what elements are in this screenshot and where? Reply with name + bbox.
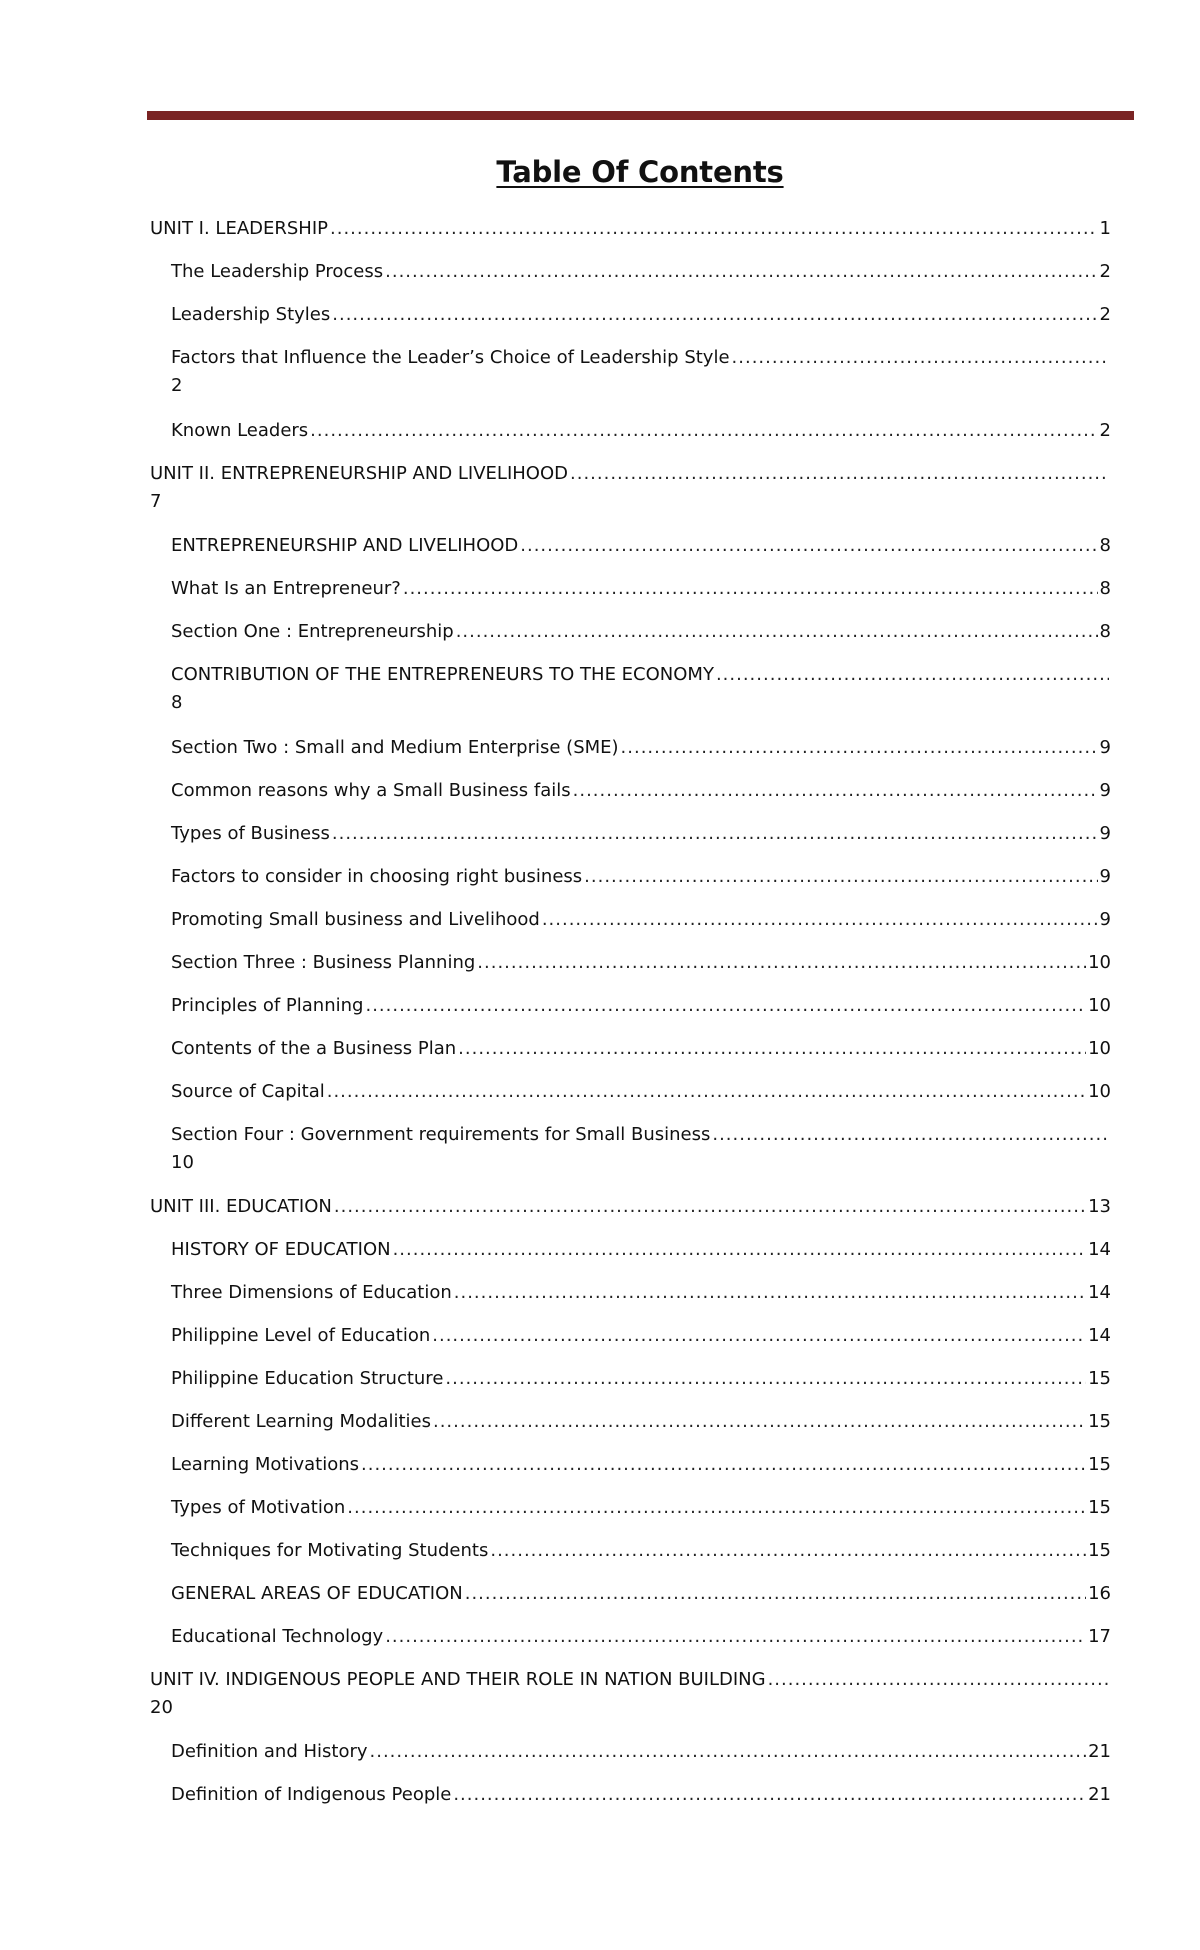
toc-page-number: 15	[1088, 1454, 1111, 1475]
leader-dots	[542, 906, 1098, 934]
toc-entry-label: Known Leaders	[171, 420, 309, 441]
toc-entry[interactable]	[171, 1279, 1111, 1307]
leader-dots	[330, 215, 1098, 243]
toc-entry[interactable]	[171, 906, 1111, 934]
toc-page-number: 2	[1099, 420, 1111, 441]
toc-entry-label: UNIT II. ENTREPRENEURSHIP AND LIVELIHOOD	[150, 463, 568, 484]
leader-dots	[454, 1279, 1086, 1307]
toc-entry-label: Factors that Influence the Leader’s Choice of Leadership Style	[171, 347, 730, 368]
toc-entry-label: Philippine Education Structure	[171, 1368, 444, 1389]
toc-page-number: 8	[1099, 578, 1111, 599]
toc-page-number: 14	[1088, 1282, 1111, 1303]
toc-entry-label: Definition and History	[171, 1741, 368, 1762]
toc-entry-label: HISTORY OF EDUCATION	[171, 1239, 391, 1260]
toc-entry-label: GENERAL AREAS OF EDUCATION	[171, 1583, 463, 1604]
toc-entry-label: Types of Business	[171, 823, 330, 844]
toc-entry-label: Types of Motivation	[171, 1497, 346, 1518]
toc-page-number: 9	[1099, 780, 1111, 801]
leader-dots	[732, 344, 1109, 372]
leader-dots	[621, 734, 1098, 762]
leader-dots	[432, 1322, 1086, 1350]
toc-page-number: 7	[150, 491, 162, 512]
toc-page-number: 10	[1088, 952, 1111, 973]
toc-page-number: 8	[1099, 535, 1111, 556]
toc-entry[interactable]	[150, 1666, 1111, 1722]
toc-entry[interactable]	[171, 1078, 1111, 1106]
toc-entry-label: Section One : Entrepreneurship	[171, 621, 454, 642]
leader-dots	[334, 1193, 1086, 1221]
toc-entry-label: Promoting Small business and Livelihood	[171, 909, 540, 930]
toc-entry[interactable]	[171, 734, 1111, 762]
toc-page-number: 9	[1099, 737, 1111, 758]
leader-dots	[332, 820, 1098, 848]
leader-dots	[570, 460, 1109, 488]
toc-page-number: 20	[150, 1697, 173, 1718]
toc-entry[interactable]	[171, 575, 1111, 603]
leader-dots	[458, 1035, 1086, 1063]
leader-dots	[712, 1121, 1109, 1149]
leader-dots	[370, 1738, 1087, 1766]
leader-dots	[310, 417, 1097, 445]
toc-entry-label: Section Three : Business Planning	[171, 952, 476, 973]
toc-entry[interactable]	[171, 1580, 1111, 1608]
toc-page-number: 9	[1099, 823, 1111, 844]
toc-entry[interactable]	[150, 215, 1111, 243]
toc-entry-label: Philippine Level of Education	[171, 1325, 431, 1346]
toc-entry[interactable]	[171, 1236, 1111, 1264]
leader-dots	[393, 1236, 1087, 1264]
toc-page-number: 10	[1088, 995, 1111, 1016]
toc-entry[interactable]	[171, 661, 1111, 717]
toc-entry[interactable]	[171, 1035, 1111, 1063]
toc-entry[interactable]	[171, 1537, 1111, 1565]
toc-entry[interactable]	[171, 777, 1111, 805]
toc-page-number: 10	[1088, 1038, 1111, 1059]
toc-entry[interactable]	[171, 1121, 1111, 1177]
toc-page-number: 15	[1088, 1411, 1111, 1432]
toc-entry[interactable]	[171, 992, 1111, 1020]
toc-page-number: 15	[1088, 1497, 1111, 1518]
toc-entry-label: Principles of Planning	[171, 995, 364, 1016]
toc-entry-label: Contents of the a Business Plan	[171, 1038, 457, 1059]
toc-entry-label: Section Two : Small and Medium Enterprise (SME)	[171, 737, 619, 758]
toc-entry[interactable]	[171, 301, 1111, 329]
toc-page-number: 15	[1088, 1368, 1111, 1389]
leader-dots	[768, 1666, 1109, 1694]
leader-dots	[385, 258, 1097, 286]
toc-entry[interactable]	[150, 460, 1111, 516]
toc-entry[interactable]	[171, 1781, 1111, 1809]
toc-page-number: 13	[1088, 1196, 1111, 1217]
toc-page-number: 9	[1099, 909, 1111, 930]
toc-page-number: 14	[1088, 1239, 1111, 1260]
toc-entry-label: Common reasons why a Small Business fails	[171, 780, 571, 801]
leader-dots	[332, 301, 1097, 329]
leader-dots	[573, 777, 1098, 805]
toc-entry-label: UNIT IV. INDIGENOUS PEOPLE AND THEIR ROLE IN NATION BUILDING	[150, 1669, 766, 1690]
toc-entry[interactable]	[171, 532, 1111, 560]
toc-entry-label: UNIT III. EDUCATION	[150, 1196, 332, 1217]
toc-entry[interactable]	[171, 820, 1111, 848]
toc-entry-label: Source of Capital	[171, 1081, 325, 1102]
toc-entry-label: Section Four : Government requirements for Small Business	[171, 1124, 711, 1145]
toc-entry-label: Learning Motivations	[171, 1454, 360, 1475]
toc-entry[interactable]	[171, 863, 1111, 891]
leader-dots	[453, 1781, 1086, 1809]
toc-entry-label: Three Dimensions of Education	[171, 1282, 452, 1303]
toc-entry[interactable]	[171, 1451, 1111, 1479]
leader-dots	[584, 863, 1097, 891]
toc-entry[interactable]	[171, 344, 1111, 400]
leader-dots	[385, 1623, 1086, 1651]
toc-entry[interactable]	[150, 1193, 1111, 1221]
leader-dots	[347, 1494, 1086, 1522]
toc-entry-label: Definition of Indigenous People	[171, 1784, 452, 1805]
toc-entry-label: CONTRIBUTION OF THE ENTREPRENEURS TO THE ECONOMY	[171, 664, 714, 685]
leader-dots	[477, 949, 1086, 977]
toc-page-number: 21	[1088, 1784, 1111, 1805]
header-rule	[147, 111, 1134, 120]
leader-dots	[520, 532, 1097, 560]
toc-entry-label: Educational Technology	[171, 1626, 384, 1647]
toc-page-number: 2	[1099, 304, 1111, 325]
page-title: Table Of Contents	[496, 155, 784, 189]
toc-page-number: 10	[171, 1152, 194, 1173]
toc-entry[interactable]	[171, 1365, 1111, 1393]
toc-entry-label: UNIT I. LEADERSHIP	[150, 218, 328, 239]
toc-page-number: 1	[1099, 218, 1111, 239]
toc-entry[interactable]	[171, 1322, 1111, 1350]
toc-entry[interactable]	[171, 1623, 1111, 1651]
toc-page-number: 14	[1088, 1325, 1111, 1346]
toc-page-number: 17	[1088, 1626, 1111, 1647]
leader-dots	[327, 1078, 1086, 1106]
leader-dots	[433, 1408, 1086, 1436]
toc-entry-label: ENTREPRENEURSHIP AND LIVELIHOOD	[171, 535, 519, 556]
toc-entry[interactable]	[171, 618, 1111, 646]
toc-page-number: 2	[1099, 261, 1111, 282]
toc-page-number: 8	[1099, 621, 1111, 642]
toc-entry[interactable]	[171, 1408, 1111, 1436]
leader-dots	[445, 1365, 1086, 1393]
toc-page-number: 8	[171, 692, 183, 713]
toc-page-number: 9	[1099, 866, 1111, 887]
toc-entry-label: What Is an Entrepreneur?	[171, 578, 401, 599]
toc-page-number: 15	[1088, 1540, 1111, 1561]
toc-page-number: 2	[171, 375, 183, 396]
toc-entry-label: Leadership Styles	[171, 304, 331, 325]
leader-dots	[465, 1580, 1086, 1608]
toc-entry-label: Factors to consider in choosing right business	[171, 866, 583, 887]
toc-entry[interactable]	[171, 258, 1111, 286]
toc-entry[interactable]	[171, 417, 1111, 445]
toc-page-number: 21	[1088, 1741, 1111, 1762]
leader-dots	[365, 992, 1086, 1020]
toc-page-number: 10	[1088, 1081, 1111, 1102]
toc-entry-label: The Leadership Process	[171, 261, 384, 282]
toc-entry[interactable]	[171, 1738, 1111, 1766]
leader-dots	[403, 575, 1098, 603]
leader-dots	[716, 661, 1109, 689]
toc-entry-label: Different Learning Modalities	[171, 1411, 431, 1432]
toc-entry-label: Techniques for Motivating Students	[171, 1540, 489, 1561]
toc-entry[interactable]	[171, 1494, 1111, 1522]
leader-dots	[490, 1537, 1086, 1565]
leader-dots	[361, 1451, 1086, 1479]
toc-page-number: 16	[1088, 1583, 1111, 1604]
leader-dots	[456, 618, 1098, 646]
toc-entry[interactable]	[171, 949, 1111, 977]
